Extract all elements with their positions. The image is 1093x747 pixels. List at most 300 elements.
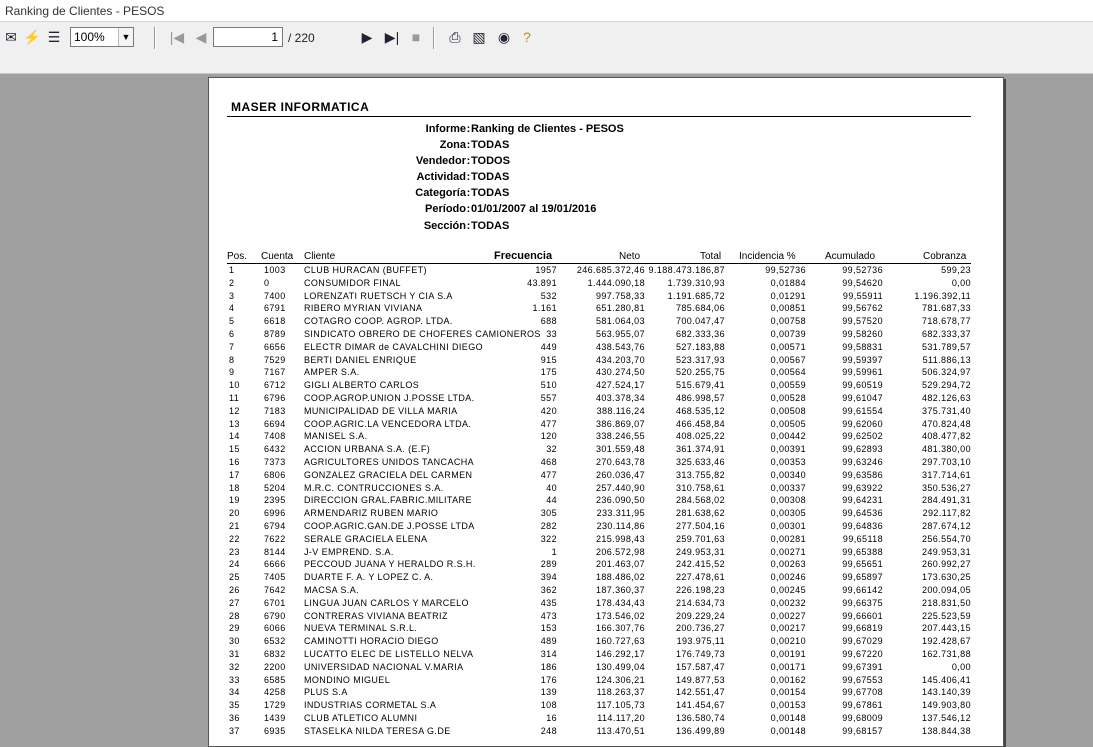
row-neto: 438.543,76 [595,341,645,352]
row-cuenta: 7183 [264,405,286,416]
row-cuenta: 1003 [264,265,286,275]
row-acumulado: 99,67220 [842,649,883,659]
row-cobranza: 511.886,13 [922,354,971,365]
row-total: 200.736,27 [675,623,725,634]
row-total: 310.758,61 [675,482,725,493]
row-cuenta: 6996 [264,508,286,519]
row-total: 325.633,46 [675,457,725,467]
row-cliente: ARMENDARIZ RUBEN MARIO [304,508,439,519]
row-neto: 166.307,76 [595,623,645,634]
row-acumulado: 99,52736 [842,265,883,275]
row-frecuencia: 1.161 [532,303,557,314]
row-pos: 28 [229,610,240,621]
row-neto: 146.292,17 [595,649,645,659]
row-cliente: AGRICULTORES UNIDOS TANCACHA [304,457,475,467]
row-total: 242.415,52 [675,559,725,570]
row-acumulado: 99,63922 [842,482,883,493]
table-row [209,598,1005,611]
row-acumulado: 99,60519 [842,380,883,391]
table-row [209,265,1005,278]
row-frecuencia: 420 [540,405,557,416]
row-total: 281.638,62 [675,508,725,519]
row-neto: 388.116,24 [596,405,645,416]
col-total: Total [700,251,722,262]
row-cobranza: 297.703,10 [921,457,971,467]
row-acumulado: 99,66142 [842,585,883,595]
row-cuenta: 6585 [264,674,286,685]
row-total: 193.975,11 [676,636,725,647]
window-title: Ranking de Clientes - PESOS [0,0,1093,22]
row-neto: 236.090,50 [595,495,645,506]
row-acumulado: 99,62502 [842,431,883,442]
row-incidencia: 0,00305 [770,508,806,519]
row-cliente: RIBERO MYRIAN VIVIANA [304,303,423,314]
row-cobranza: 682.333,37 [921,329,971,339]
row-total: 682.333,36 [675,329,725,339]
row-incidencia: 0,00739 [770,329,806,339]
row-pos: 9 [229,367,235,378]
row-cuenta: 7400 [264,290,286,301]
row-neto: 160.727,63 [595,636,645,647]
table-row [209,534,1005,547]
row-total: 259.701,63 [675,533,725,544]
row-cobranza: 287.674,12 [921,521,971,531]
row-incidencia: 0,00505 [770,418,806,429]
row-frecuencia: 477 [540,469,557,480]
next-page-icon[interactable]: ▶ [361,29,373,45]
row-neto: 260.036,47 [595,469,645,480]
row-cuenta: 7622 [264,533,286,544]
row-cobranza: 149.903,80 [921,700,971,711]
row-neto: 201.463,07 [595,559,645,570]
row-cobranza: 200.094,05 [921,585,971,595]
first-page-icon[interactable]: |◀ [169,29,185,45]
row-incidencia: 0,00217 [770,623,806,634]
row-cliente: STASELKA NILDA TERESA G.DE [304,725,451,736]
row-acumulado: 99,66375 [842,597,883,608]
row-incidencia: 0,00271 [770,546,806,557]
row-pos: 5 [229,316,235,327]
row-acumulado: 99,58831 [842,341,883,352]
row-cliente: MONDINO MIGUEL [304,674,391,685]
row-incidencia: 0,00227 [770,610,806,621]
col-frecuencia: Frecuencia [494,250,553,262]
row-pos: 1 [229,265,235,275]
row-neto: 1.444.090,18 [587,277,645,288]
stop-icon[interactable]: ■ [411,29,421,45]
divider [227,116,971,117]
row-cobranza: 137.546,12 [921,713,971,723]
row-cuenta: 6790 [264,610,286,621]
print-setup-icon[interactable]: ⎙ [449,29,461,45]
row-total: 214.634,73 [675,597,725,608]
table-row [209,303,1005,316]
row-cuenta: 6656 [264,341,286,352]
row-cliente: CONTRERAS VIVIANA BEATRIZ [304,610,448,621]
row-total: 466.458,84 [675,418,725,429]
row-frecuencia: 473 [540,610,557,621]
row-neto: 563.955,07 [595,329,645,339]
row-acumulado: 99,64536 [842,508,883,519]
row-cuenta: 7529 [264,354,286,365]
row-total: 1.191.685,72 [667,290,725,301]
row-total: 785.684,06 [675,303,725,314]
col-pos: Pos. [227,251,248,262]
report-page [208,77,1004,747]
row-pos: 14 [229,431,240,442]
preview-icon[interactable]: ▧ [472,29,486,45]
row-frecuencia: 43.891 [527,277,557,288]
page-number-input[interactable]: 1 [213,27,283,47]
row-frecuencia: 120 [540,431,557,442]
row-incidencia: 0,00571 [770,341,806,352]
row-cobranza: 481.380,00 [921,444,971,455]
row-cobranza: 482.126,63 [921,393,971,403]
row-incidencia: 0,00308 [770,495,806,506]
table-row [209,291,1005,304]
row-acumulado: 99,67029 [842,636,883,647]
table-row [209,726,1005,739]
row-pos: 27 [229,597,240,608]
row-cliente: MANISEL S.A. [304,431,368,442]
header-categoria: Categoría:TODAS [415,187,510,199]
row-acumulado: 99,68157 [842,725,883,736]
row-total: 520.255,75 [675,367,725,378]
help-icon[interactable]: ? [523,29,531,45]
row-pos: 10 [229,380,240,391]
row-neto: 118.263,37 [596,687,645,698]
row-frecuencia: 394 [540,572,557,583]
row-frecuencia: 489 [540,636,557,647]
row-cuenta: 7408 [264,431,286,442]
row-frecuencia: 282 [540,521,557,531]
lightning-icon[interactable]: ⚡ [23,29,41,45]
table-row [209,380,1005,393]
row-cliente: COTAGRO COOP. AGROP. LTDA. [304,316,453,327]
row-frecuencia: 532 [540,290,557,301]
table-row [209,649,1005,662]
row-acumulado: 99,59397 [842,354,883,365]
row-frecuencia: 1 [551,546,557,557]
row-incidencia: 0,01291 [770,290,806,301]
row-acumulado: 99,65897 [842,572,883,583]
row-pos: 6 [229,329,235,339]
row-total: 136.580,74 [675,713,725,723]
row-total: 468.535,12 [675,405,725,416]
row-acumulado: 99,54620 [842,277,883,288]
header-seccion: Sección:TODAS [423,220,510,232]
row-cliente: COOP.AGRIC.GAN.DE J.POSSE LTDA [304,521,475,531]
row-incidencia: 0,00232 [770,597,806,608]
row-pos: 37 [229,725,240,736]
row-incidencia: 0,00148 [770,725,806,736]
row-pos: 23 [229,546,240,557]
row-cliente: NUEVA TERMINAL S.R.L. [304,623,418,634]
table-row [209,316,1005,329]
row-cobranza: 284.491,31 [921,495,971,506]
row-incidencia: 0,01884 [770,277,806,288]
row-incidencia: 0,00528 [770,393,806,403]
row-cobranza: 599,23 [941,265,971,275]
row-frecuencia: 362 [540,585,557,595]
table-row [209,457,1005,470]
row-frecuencia: 108 [540,700,557,711]
row-cliente: INDUSTRIAS CORMETAL S.A [304,700,437,711]
row-neto: 187.360,37 [595,585,645,595]
row-cliente: CAMINOTTI HORACIO DIEGO [304,636,439,647]
row-frecuencia: 40 [546,482,557,493]
table-row [209,700,1005,713]
row-neto: 188.486,02 [595,572,645,583]
row-cliente: DIRECCION GRAL.FABRIC.MILITARE [304,495,472,506]
row-neto: 430.274,50 [595,367,645,378]
row-cliente: LUCATTO ELEC DE LISTELLO NELVA [304,649,474,659]
row-total: 523.317,93 [675,354,725,365]
row-incidencia: 0,00148 [770,713,806,723]
row-cliente: CLUB ATLETICO ALUMNI [304,713,418,723]
row-total: 277.504,16 [675,521,725,531]
row-cobranza: 225.523,59 [921,610,971,621]
row-frecuencia: 305 [540,508,557,519]
row-cobranza: 292.117,82 [922,508,971,519]
row-pos: 2 [229,277,235,288]
row-neto: 257.440,90 [595,482,645,493]
row-total: 1.739.310,93 [667,277,725,288]
row-frecuencia: 33 [546,329,557,339]
row-acumulado: 99,55911 [842,290,883,301]
row-incidencia: 0,00263 [770,559,806,570]
table-row [209,675,1005,688]
table-row [209,355,1005,368]
header-actividad: Actividad:TODAS [416,171,510,183]
row-acumulado: 99,67708 [842,687,883,698]
row-pos: 3 [229,290,235,301]
row-total: 9.188.473.186,87 [648,265,725,275]
row-cuenta: 7167 [264,367,286,378]
row-incidencia: 0,00353 [770,457,806,467]
table-row [209,572,1005,585]
row-cliente: AMPER S.A. [304,367,360,378]
row-pos: 4 [229,303,235,314]
row-neto: 246.685.372,46 [576,265,645,275]
table-row [209,419,1005,432]
table-row [209,393,1005,406]
row-pos: 36 [229,713,240,723]
row-cobranza: 138.844,38 [921,725,971,736]
row-cliente: LINGUA JUAN CARLOS Y MARCELO [304,597,469,608]
row-cuenta: 1439 [264,713,286,723]
row-total: 149.877,53 [675,674,725,685]
row-cobranza: 192.428,67 [921,636,971,647]
row-cuenta: 8144 [264,546,286,557]
row-pos: 12 [229,405,240,416]
row-cobranza: 718.678,77 [921,316,971,327]
row-total: 515.679,41 [675,380,725,391]
row-pos: 29 [229,623,240,634]
table-row [209,367,1005,380]
row-cuenta: 6712 [264,380,286,391]
row-cuenta: 6935 [264,725,286,736]
page-total: / 220 [288,31,315,45]
row-cuenta: 6694 [264,418,286,429]
row-total: 176.749,73 [675,649,725,659]
row-neto: 206.572,98 [595,546,645,557]
report-toolbar [0,22,1093,74]
row-total: 142.551,47 [675,687,725,698]
prev-page-icon[interactable]: ◀ [195,29,207,45]
row-neto: 114.117,20 [597,713,645,723]
row-cuenta: 6701 [264,597,286,608]
row-cliente: MACSA S.A. [304,585,360,595]
row-pos: 34 [229,687,240,698]
header-informe: Informe:Ranking de Clientes - PESOS [425,123,624,135]
col-cobranza: Cobranza [923,251,967,262]
row-incidencia: 0,00171 [770,661,806,672]
row-cobranza: 207.443,15 [921,623,971,634]
row-cobranza: 162.731,88 [921,649,971,659]
row-cobranza: 145.406,41 [921,674,971,685]
row-pos: 22 [229,533,240,544]
table-row [209,713,1005,726]
row-cliente: M.R.C. CONTRUCCIONES S.A. [304,482,444,493]
row-cuenta: 6832 [264,649,286,659]
row-neto: 124.306,21 [595,674,645,685]
row-incidencia: 0,00245 [770,585,806,595]
row-acumulado: 99,62060 [842,418,883,429]
col-incidencia: Incidencia % [739,251,796,262]
row-frecuencia: 688 [540,316,557,327]
row-cobranza: 529.294,72 [921,380,971,391]
export-icon[interactable]: ✉ [5,29,17,45]
row-cuenta: 4258 [264,687,286,698]
row-incidencia: 0,00191 [770,649,806,659]
table-row [209,585,1005,598]
row-neto: 233.311,95 [596,508,645,519]
table-row [209,431,1005,444]
row-cuenta: 7642 [264,585,286,595]
row-cliente: COOP.AGROP.UNION J.POSSE LTDA. [304,393,475,403]
row-cliente: J-V EMPREND. S.A. [304,546,394,557]
row-neto: 338.246,55 [595,431,645,442]
table-row [209,470,1005,483]
row-pos: 25 [229,572,240,583]
row-acumulado: 99,61554 [842,405,883,416]
row-cuenta: 6618 [264,316,286,327]
header-vendedor: Vendedor:TODOS [415,155,510,167]
row-cobranza: 408.477,82 [921,431,971,442]
row-total: 408.025,22 [675,431,725,442]
table-row [209,611,1005,624]
row-acumulado: 99,63246 [842,457,883,467]
table-row [209,687,1005,700]
row-pos: 11 [229,393,240,403]
zoom-select[interactable] [70,27,134,47]
row-total: 226.198,23 [675,585,725,595]
row-acumulado: 99,65388 [842,546,883,557]
row-cliente: CLUB HURACAN (BUFFET) [304,265,427,275]
row-cuenta: 7405 [264,572,286,583]
row-acumulado: 99,64231 [842,495,883,506]
binoculars-icon[interactable]: ◉ [497,29,511,45]
row-cliente: GONZALEZ GRACIELA DEL CARMEN [304,469,473,480]
row-acumulado: 99,61047 [842,393,883,403]
row-total: 141.454,67 [675,700,725,711]
row-neto: 651.280,81 [595,303,645,314]
row-pos: 30 [229,636,240,647]
row-cliente: COOP.AGRIC.LA VENCEDORA LTDA. [304,418,472,429]
row-pos: 32 [229,661,240,672]
last-page-icon[interactable]: ▶| [384,29,400,45]
company-name: MASER INFORMATICA [231,100,370,114]
row-cliente: MUNICIPALIDAD DE VILLA MARIA [304,405,458,416]
row-incidencia: 0,00851 [770,303,806,314]
row-pos: 31 [229,649,240,659]
table-row [209,547,1005,560]
row-pos: 20 [229,508,240,519]
row-pos: 7 [229,341,235,352]
row-frecuencia: 468 [540,457,557,467]
row-cuenta: 6794 [264,521,286,531]
row-pos: 16 [229,457,240,467]
col-acumulado: Acumulado [825,251,876,262]
row-acumulado: 99,59961 [842,367,883,378]
row-cuenta: 6432 [264,444,286,455]
row-total: 527.183,88 [675,341,725,352]
row-cobranza: 143.140,39 [921,687,971,698]
row-frecuencia: 510 [540,380,557,391]
row-incidencia: 0,00559 [770,380,806,391]
chevron-down-icon[interactable]: ▼ [118,28,133,46]
row-cuenta: 1729 [264,700,286,711]
col-cliente: Cliente [304,251,336,262]
row-cuenta: 2395 [264,495,286,506]
row-frecuencia: 449 [540,341,557,352]
row-cuenta: 6796 [264,393,286,403]
row-total: 136.499,89 [675,725,725,736]
row-total: 700.047,47 [675,316,725,327]
row-incidencia: 0,00508 [770,405,806,416]
row-cobranza: 0,00 [951,661,971,672]
row-frecuencia: 477 [540,418,557,429]
row-cliente: CONSUMIDOR FINAL [304,277,401,288]
row-incidencia: 0,00153 [770,700,806,711]
tree-icon[interactable]: ☰ [47,29,61,45]
row-pos: 33 [229,674,240,685]
row-total: 249.953,31 [675,546,725,557]
zoom-value: 100% [74,30,105,44]
row-cuenta: 6806 [264,469,286,480]
row-cobranza: 317.714,61 [921,469,971,480]
row-cobranza: 173.630,25 [921,572,971,583]
row-frecuencia: 175 [540,367,557,378]
row-frecuencia: 435 [540,597,557,608]
row-cuenta: 6791 [264,303,286,314]
toolbar-separator [154,27,156,49]
table-row [209,636,1005,649]
row-cuenta: 6666 [264,559,286,570]
row-cobranza: 249.953,31 [921,546,971,557]
row-pos: 17 [229,469,240,480]
row-acumulado: 99,67553 [842,674,883,685]
col-neto: Neto [619,251,641,262]
row-frecuencia: 153 [540,623,557,634]
row-total: 361.374,91 [675,444,725,455]
row-incidencia: 0,00758 [770,316,806,327]
row-total: 227.478,61 [675,572,725,583]
row-acumulado: 99,66601 [842,610,883,621]
table-row [209,521,1005,534]
row-neto: 270.643,78 [595,457,645,467]
